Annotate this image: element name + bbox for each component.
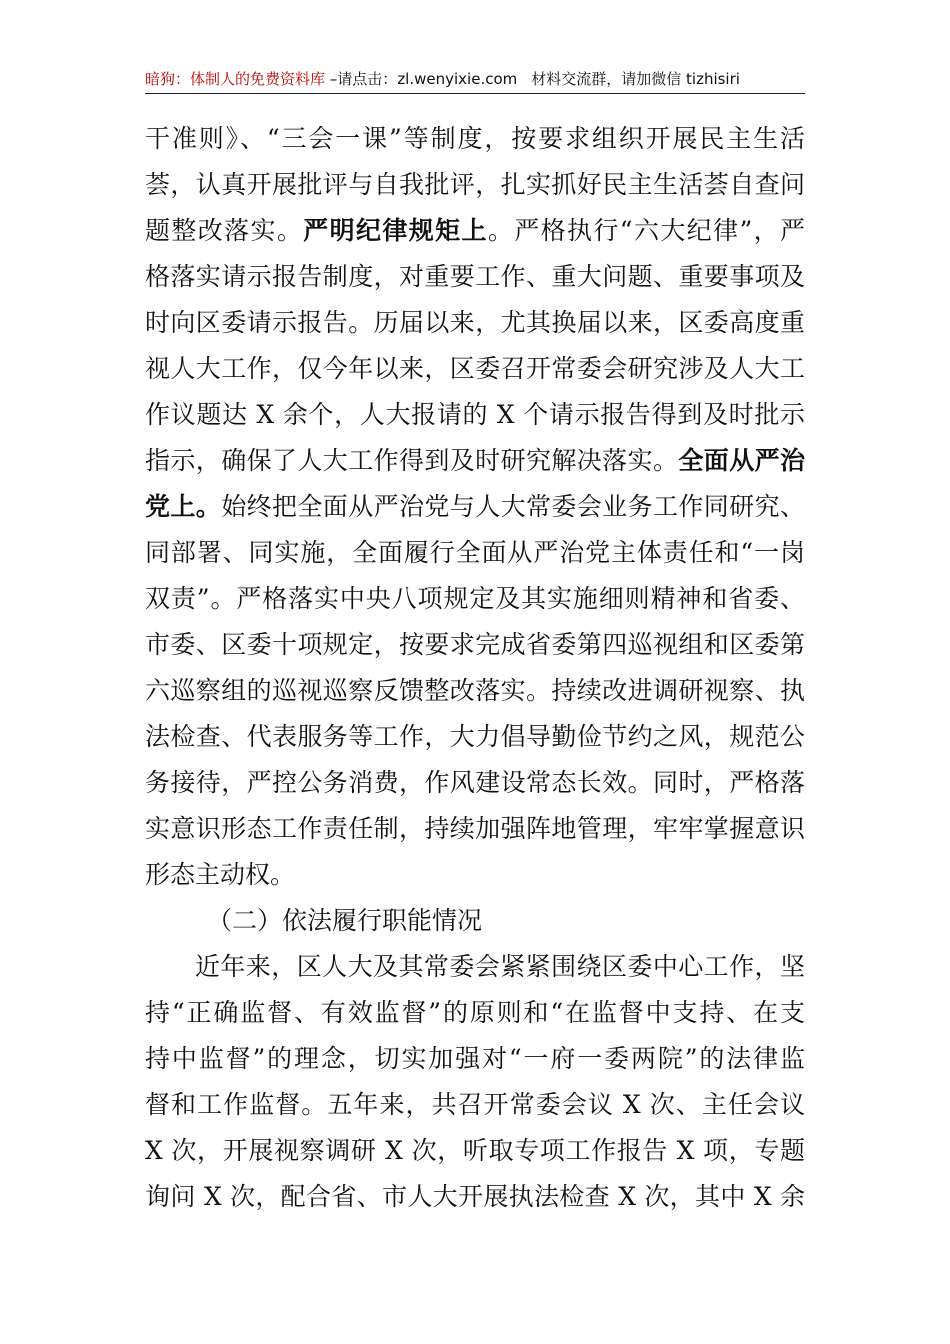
paragraph-line: 询问 X 次，配合省、市人大开展执法检查 X 次，其中 X 余 xyxy=(145,1182,805,1211)
header-click-prompt: 请点击： xyxy=(337,70,398,88)
header-site-name: 暗狗：体制人的免费资料库 xyxy=(145,70,326,88)
paragraph-line: 题整改落实。严明纪律规矩上。严格执行“六大纪律”，严 xyxy=(145,216,805,245)
paragraph-line: 指示，确保了人大工作得到及时研究解决落实。全面从严治 xyxy=(145,446,805,475)
paragraph-line: 双责”。严格落实中央八项规定及其实施细则精神和省委、 xyxy=(145,584,805,613)
header-dash: – xyxy=(325,70,338,88)
paragraph-line: 格落实请示报告制度，对重要工作、重大问题、重要事项及 xyxy=(145,262,805,291)
header-divider xyxy=(145,93,805,94)
paragraph-line: 荟，认真开展批评与自我批评，扎实抓好民主生活荟自查问 xyxy=(145,170,805,199)
paragraph-line: 法检查、代表服务等工作，大力倡导勤俭节约之风，规范公 xyxy=(145,722,805,751)
paragraph-line: X 次，开展视察调研 X 次，听取专项工作报告 X 项，专题 xyxy=(145,1136,805,1165)
paragraph-line: 近年来，区人大及其常委会紧紧围绕区委中心工作，坚 xyxy=(195,952,805,981)
paragraph-line: 党上。始终把全面从严治党与人大常委会业务工作同研究、 xyxy=(145,492,805,521)
paragraph-line: 持中监督”的理念，切实加强对“一府一委两院”的法律监 xyxy=(145,1044,805,1073)
header-url-link[interactable]: zl.wenyixie.com xyxy=(397,70,518,88)
paragraph-line: 持“正确监督、有效监督”的原则和“在监督中支持、在支 xyxy=(145,998,805,1027)
bold-keyphrase: 党上。 xyxy=(145,492,222,521)
bold-keyphrase: 全面从严治 xyxy=(678,446,805,475)
paragraph-line: 视人大工作，仅今年以来，区委召开常委会研究涉及人大工 xyxy=(145,354,805,383)
header-wechat-note: 材料交流群，请加微信 tizhisiri xyxy=(531,70,740,88)
document-body xyxy=(145,116,805,1220)
paragraph-line: 干准则》、“三会一课”等制度，按要求组织开展民主生活 xyxy=(145,124,805,153)
page-header xyxy=(145,66,805,92)
paragraph-line: 市委、区委十项规定，按要求完成省委第四巡视组和区委第 xyxy=(145,630,805,659)
paragraph-line: 务接待，严控公务消费，作风建设常态长效。同时，严格落 xyxy=(145,768,805,797)
paragraph-line: 实意识形态工作责任制，持续加强阵地管理，牢牢掌握意识 xyxy=(145,814,805,843)
bold-keyphrase: 严明纪律规矩上 xyxy=(303,216,488,245)
paragraph-line: 作议题达 X 余个，人大报请的 X 个请示报告得到及时批示 xyxy=(145,400,805,429)
section-heading: （二）依法履行职能情况 xyxy=(207,906,483,935)
paragraph-line: 时向区委请示报告。历届以来，尤其换届以来，区委高度重 xyxy=(145,308,805,337)
paragraph-line: 督和工作监督。五年来，共召开常委会议 X 次、主任会议 xyxy=(145,1090,805,1119)
paragraph-line: 同部署、同实施，全面履行全面从严治党主体责任和“一岗 xyxy=(145,538,805,567)
paragraph-line: 六巡察组的巡视巡察反馈整改落实。持续改进调研视察、执 xyxy=(145,676,805,705)
paragraph-line: 形态主动权。 xyxy=(145,860,296,889)
